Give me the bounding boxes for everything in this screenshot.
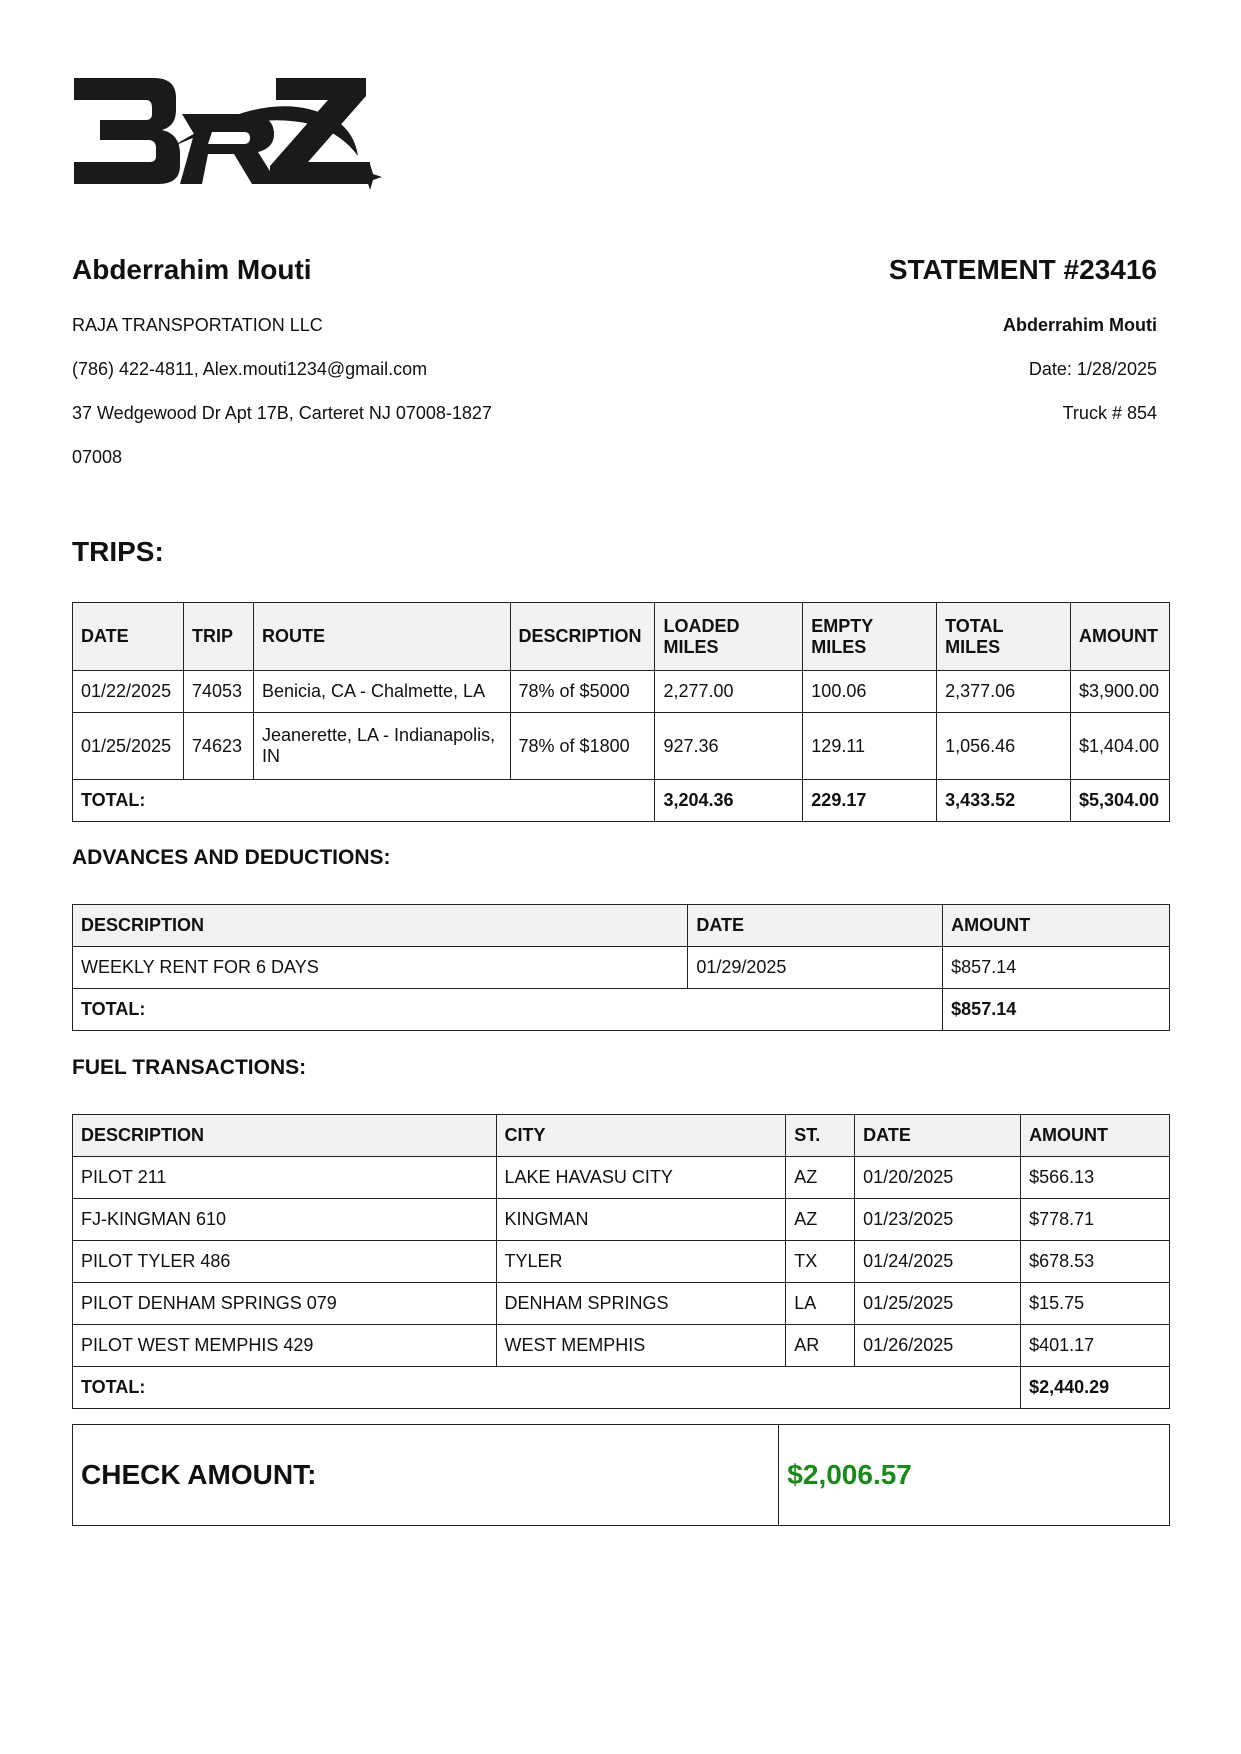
table-row <box>73 1283 1170 1325</box>
col-empty-miles: EMPTY MILES <box>803 603 937 671</box>
col-state: ST. <box>786 1115 855 1157</box>
company-name: RAJA TRANSPORTATION LLC <box>72 315 323 335</box>
trips-total-amount: $5,304.00 <box>1070 780 1169 822</box>
trip-loaded-miles: 927.36 <box>655 713 803 780</box>
fuel-date: 01/26/2025 <box>855 1325 1021 1367</box>
statement-title: STATEMENT #23416 <box>888 254 1157 285</box>
fuel-title: FUEL TRANSACTIONS: <box>72 1056 307 1079</box>
statement-date: Date: 1/28/2025 <box>1028 359 1157 379</box>
fuel-date: 01/24/2025 <box>855 1241 1021 1283</box>
fuel-amount: $15.75 <box>1021 1283 1170 1325</box>
table-row <box>73 1157 1170 1199</box>
col-trip: TRIP <box>183 603 253 671</box>
trip-date: 01/22/2025 <box>73 671 184 713</box>
fuel-description: PILOT DENHAM SPRINGS 079 <box>73 1283 497 1325</box>
col-description: DESCRIPTION <box>73 1115 497 1157</box>
statement-name: Abderrahim Mouti <box>1002 315 1157 335</box>
fuel-total-amount: $2,440.29 <box>1021 1367 1170 1409</box>
trips-header-row <box>73 603 1170 671</box>
advance-description: WEEKLY RENT FOR 6 DAYS <box>73 947 688 989</box>
trip-total-miles: 2,377.06 <box>937 671 1071 713</box>
truck-number: Truck # 854 <box>1062 403 1157 423</box>
col-route: ROUTE <box>253 603 510 671</box>
col-date: DATE <box>688 905 943 947</box>
advances-table <box>72 904 1170 1031</box>
fuel-total-label: TOTAL: <box>73 1367 1021 1409</box>
fuel-table <box>72 1114 1170 1409</box>
col-amount: AMOUNT <box>943 905 1170 947</box>
fuel-state: AZ <box>786 1157 855 1199</box>
fuel-city: DENHAM SPRINGS <box>496 1283 786 1325</box>
trips-table <box>72 602 1170 822</box>
fuel-city: WEST MEMPHIS <box>496 1325 786 1367</box>
col-date: DATE <box>855 1115 1021 1157</box>
trip-date: 01/25/2025 <box>73 713 184 780</box>
trip-amount: $3,900.00 <box>1070 671 1169 713</box>
trips-total-label: TOTAL: <box>73 780 655 822</box>
col-city: CITY <box>496 1115 786 1157</box>
fuel-description: FJ-KINGMAN 610 <box>73 1199 497 1241</box>
col-amount: AMOUNT <box>1021 1115 1170 1157</box>
table-row <box>73 671 1170 713</box>
trips-title: TRIPS: <box>72 536 164 567</box>
fuel-description: PILOT TYLER 486 <box>73 1241 497 1283</box>
check-amount-label: CHECK AMOUNT: <box>73 1425 779 1526</box>
trip-number: 74053 <box>183 671 253 713</box>
fuel-state: TX <box>786 1241 855 1283</box>
fuel-city: TYLER <box>496 1241 786 1283</box>
fuel-date: 01/20/2025 <box>855 1157 1021 1199</box>
col-loaded-miles: LOADED MILES <box>655 603 803 671</box>
fuel-state: AR <box>786 1325 855 1367</box>
advances-header-row <box>73 905 1170 947</box>
fuel-amount: $678.53 <box>1021 1241 1170 1283</box>
contact-info: (786) 422-4811, Alex.mouti1234@gmail.com <box>72 359 428 379</box>
advances-total-row <box>73 989 1170 1031</box>
table-row <box>73 713 1170 780</box>
fuel-city: KINGMAN <box>496 1199 786 1241</box>
table-row <box>73 1241 1170 1283</box>
trip-number: 74623 <box>183 713 253 780</box>
zip-line: 07008 <box>72 447 123 467</box>
brz-logo <box>70 74 390 194</box>
fuel-date: 01/23/2025 <box>855 1199 1021 1241</box>
fuel-state: AZ <box>786 1199 855 1241</box>
col-total-miles: TOTAL MILES <box>937 603 1071 671</box>
trips-total-loaded: 3,204.36 <box>655 780 803 822</box>
check-amount-value: $2,006.57 <box>779 1425 1170 1526</box>
trips-total-miles: 3,433.52 <box>937 780 1071 822</box>
fuel-description: PILOT 211 <box>73 1157 497 1199</box>
party-name: Abderrahim Mouti <box>72 254 312 285</box>
trips-total-empty: 229.17 <box>803 780 937 822</box>
trip-empty-miles: 129.11 <box>803 713 937 780</box>
trip-description: 78% of $1800 <box>510 713 655 780</box>
advance-date: 01/29/2025 <box>688 947 943 989</box>
fuel-date: 01/25/2025 <box>855 1283 1021 1325</box>
advances-total-label: TOTAL: <box>73 989 943 1031</box>
fuel-amount: $566.13 <box>1021 1157 1170 1199</box>
trip-amount: $1,404.00 <box>1070 713 1169 780</box>
trip-empty-miles: 100.06 <box>803 671 937 713</box>
fuel-amount: $778.71 <box>1021 1199 1170 1241</box>
fuel-city: LAKE HAVASU CITY <box>496 1157 786 1199</box>
check-amount-box <box>72 1424 1170 1526</box>
table-row <box>73 947 1170 989</box>
table-row <box>73 1199 1170 1241</box>
trip-route: Jeanerette, LA - Indianapolis, IN <box>253 713 510 780</box>
fuel-state: LA <box>786 1283 855 1325</box>
fuel-amount: $401.17 <box>1021 1325 1170 1367</box>
address-line: 37 Wedgewood Dr Apt 17B, Carteret NJ 07008-1827 <box>72 403 492 423</box>
trip-description: 78% of $5000 <box>510 671 655 713</box>
trip-total-miles: 1,056.46 <box>937 713 1071 780</box>
fuel-description: PILOT WEST MEMPHIS 429 <box>73 1325 497 1367</box>
trips-total-row <box>73 780 1170 822</box>
trip-loaded-miles: 2,277.00 <box>655 671 803 713</box>
fuel-header-row <box>73 1115 1170 1157</box>
advances-total-amount: $857.14 <box>943 989 1170 1031</box>
col-description: DESCRIPTION <box>510 603 655 671</box>
col-date: DATE <box>73 603 184 671</box>
fuel-total-row <box>73 1367 1170 1409</box>
table-row <box>73 1325 1170 1367</box>
advances-title: ADVANCES AND DEDUCTIONS: <box>72 846 391 869</box>
advance-amount: $857.14 <box>943 947 1170 989</box>
col-description: DESCRIPTION <box>73 905 688 947</box>
col-amount: AMOUNT <box>1070 603 1169 671</box>
trip-route: Benicia, CA - Chalmette, LA <box>253 671 510 713</box>
